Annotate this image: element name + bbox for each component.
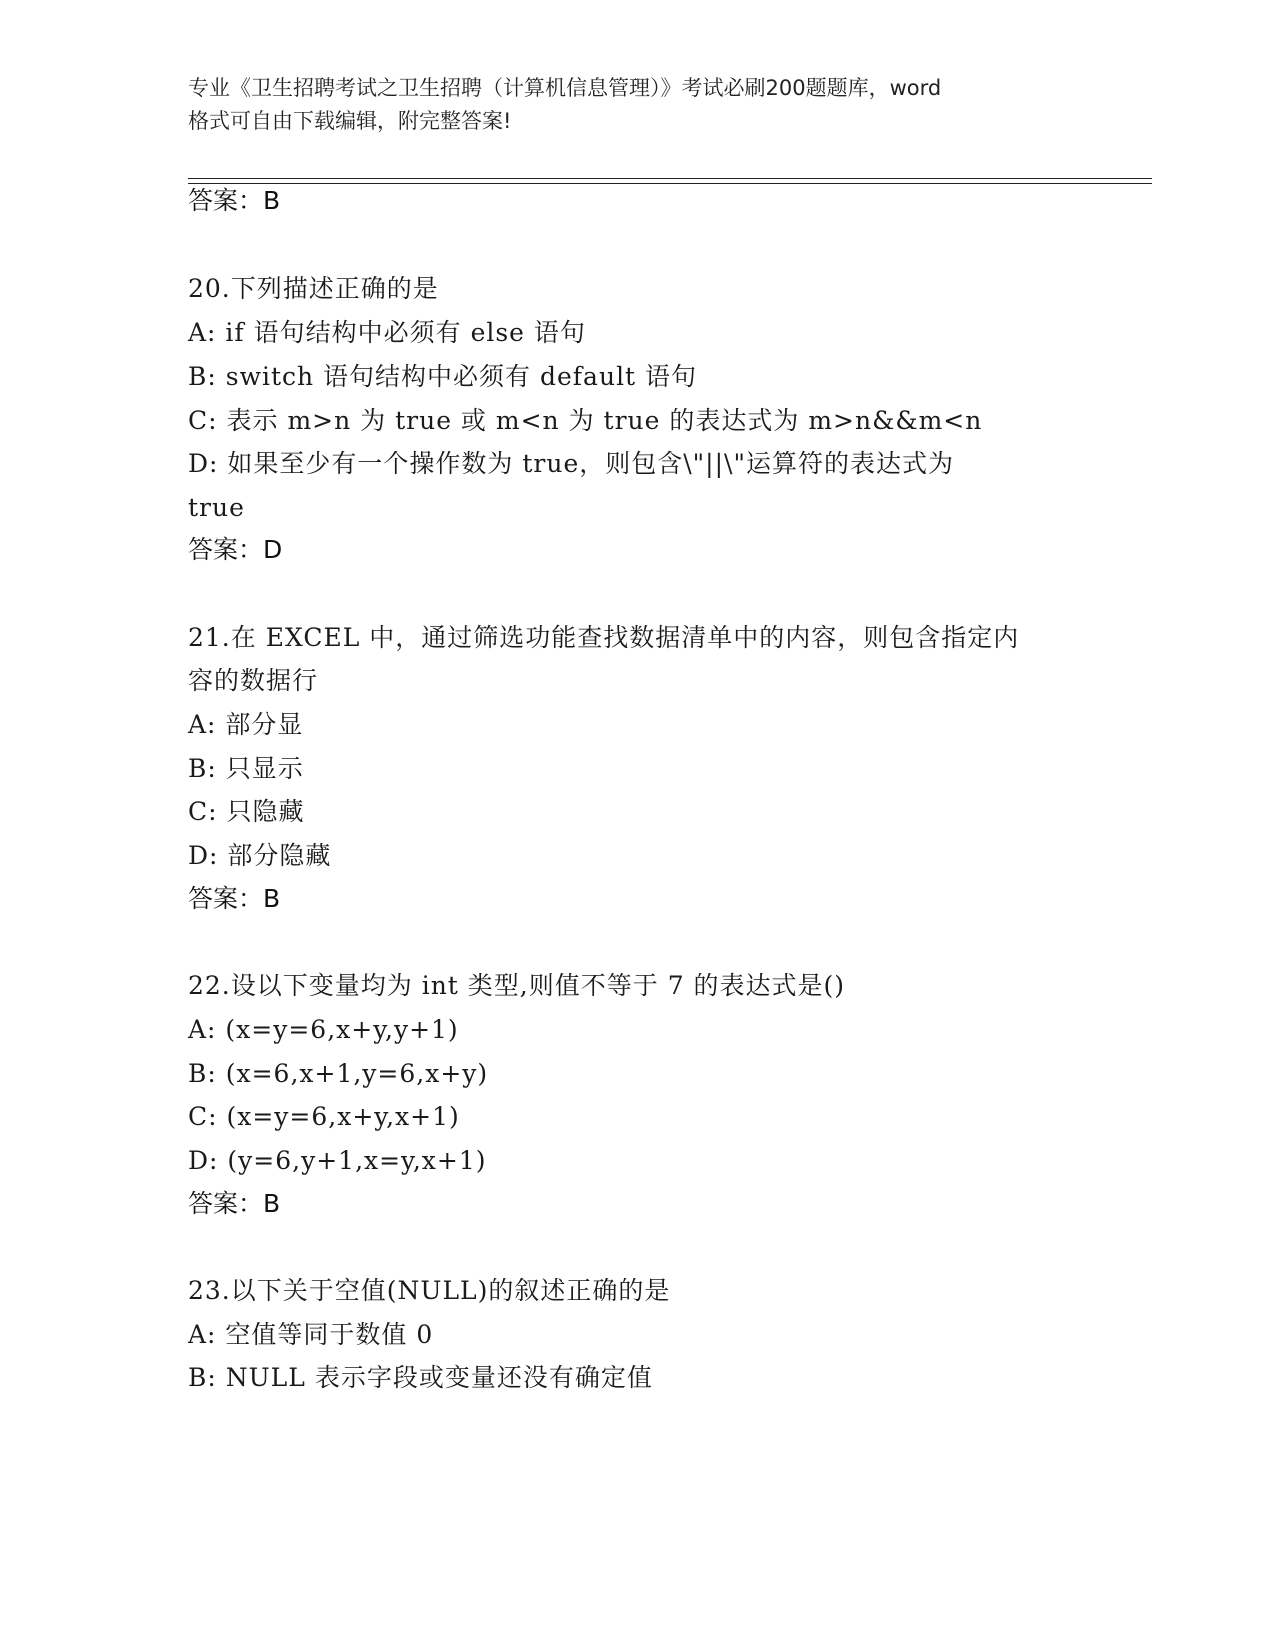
question-stem: 22.设以下变量均为 int 类型,则值不等于 7 的表达式是() xyxy=(188,971,846,1000)
answer-label: 答案：D xyxy=(188,535,283,564)
question-option: D: 部分隐藏 xyxy=(188,841,332,870)
question-option: A: 空值等同于数值 0 xyxy=(188,1320,434,1349)
question-option: A: (x=y=6,x+y,y+1) xyxy=(188,1015,459,1044)
question-option: B: 只显示 xyxy=(188,754,304,783)
document-header xyxy=(188,72,1088,138)
question-stem-continuation: 容的数据行 xyxy=(188,666,319,695)
answer-label: 答案：B xyxy=(188,1189,281,1218)
question-option-continuation: true xyxy=(188,493,245,522)
question-option: D: (y=6,y+1,x=y,x+1) xyxy=(188,1146,487,1175)
header-divider-bottom xyxy=(188,183,1152,184)
question-option: A: 部分显 xyxy=(188,710,304,739)
header-line-2: 格式可自由下载编辑，附完整答案! xyxy=(188,109,512,133)
answer-label: 答案：B xyxy=(188,186,281,215)
question-option: C: (x=y=6,x+y,x+1) xyxy=(188,1102,460,1131)
question-option: A: if 语句结构中必须有 else 语句 xyxy=(188,318,586,347)
question-option: D: 如果至少有一个操作数为 true，则包含\"||\"运算符的表达式为 xyxy=(188,449,954,478)
answer-label: 答案：B xyxy=(188,884,281,913)
question-stem: 21.在 EXCEL 中，通过筛选功能查找数据清单中的内容，则包含指定内 xyxy=(188,623,1020,652)
question-option: B: (x=6,x+1,y=6,x+y) xyxy=(188,1059,489,1088)
question-option: C: 只隐藏 xyxy=(188,797,305,826)
question-stem: 20.下列描述正确的是 xyxy=(188,274,439,303)
header-line-1: 专业《卫生招聘考试之卫生招聘（计算机信息管理）》考试必刷200题题库，word xyxy=(188,76,942,100)
question-option: C: 表示 m>n 为 true 或 m<n 为 true 的表达式为 m>n&&m<n xyxy=(188,406,983,435)
question-stem: 23.以下关于空值(NULL)的叙述正确的是 xyxy=(188,1276,671,1305)
question-option: B: NULL 表示字段或变量还没有确定值 xyxy=(188,1363,653,1392)
question-option: B: switch 语句结构中必须有 default 语句 xyxy=(188,362,698,391)
header-divider-top xyxy=(188,178,1152,179)
